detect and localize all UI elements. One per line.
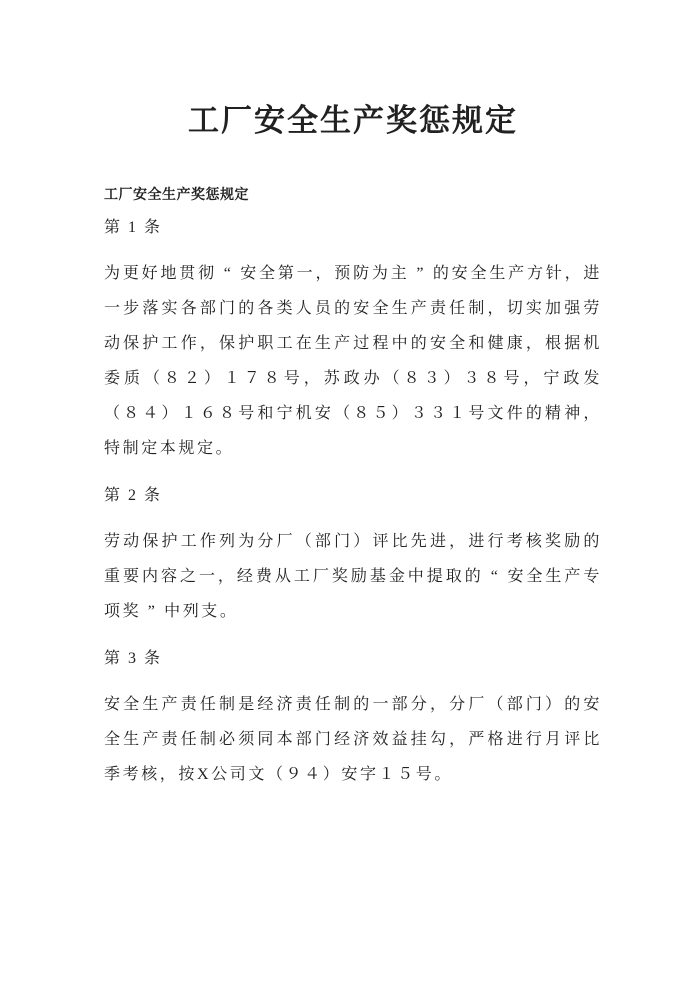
- article-3-body: 安全生产责任制是经济责任制的一部分，分厂（部门）的安全生产责任制必须同本部门经济效益挂勾，严格进行月评比季考核，按X公司文（９４）安字１５号。: [104, 696, 602, 783]
- document-title: 工厂安全生产奖惩规定: [188, 103, 518, 138]
- article-1-body: 为更好地贯彻 “ 安全第一，预防为主 ” 的安全生产方针，进一步落实各部门的各类人员的安全生产责任制，切实加强劳动保护工作，保护职工在生产过程中的安全和健康，根据机委质（８２）１７８号，苏政办（８３）３８号，宁政发（８４）１６８号和宁机安（８５）３３１号文件的精神，特制定本规定。: [104, 265, 602, 457]
- article-1-heading: 第 1 条: [104, 219, 163, 236]
- page: [0, 100, 700, 1005]
- article-2-body: 劳动保护工作列为分厂（部门）评比先进，进行考核奖励的重要内容之一，经费从工厂奖励基金中提取的 “ 安全生产专项奖 ” 中列支。: [104, 533, 602, 620]
- article-2-heading: 第 2 条: [104, 487, 163, 504]
- document-page: [0, 100, 700, 792]
- document-subtitle: 工厂安全生产奖惩规定: [104, 188, 249, 203]
- article-3-heading: 第 3 条: [104, 650, 163, 667]
